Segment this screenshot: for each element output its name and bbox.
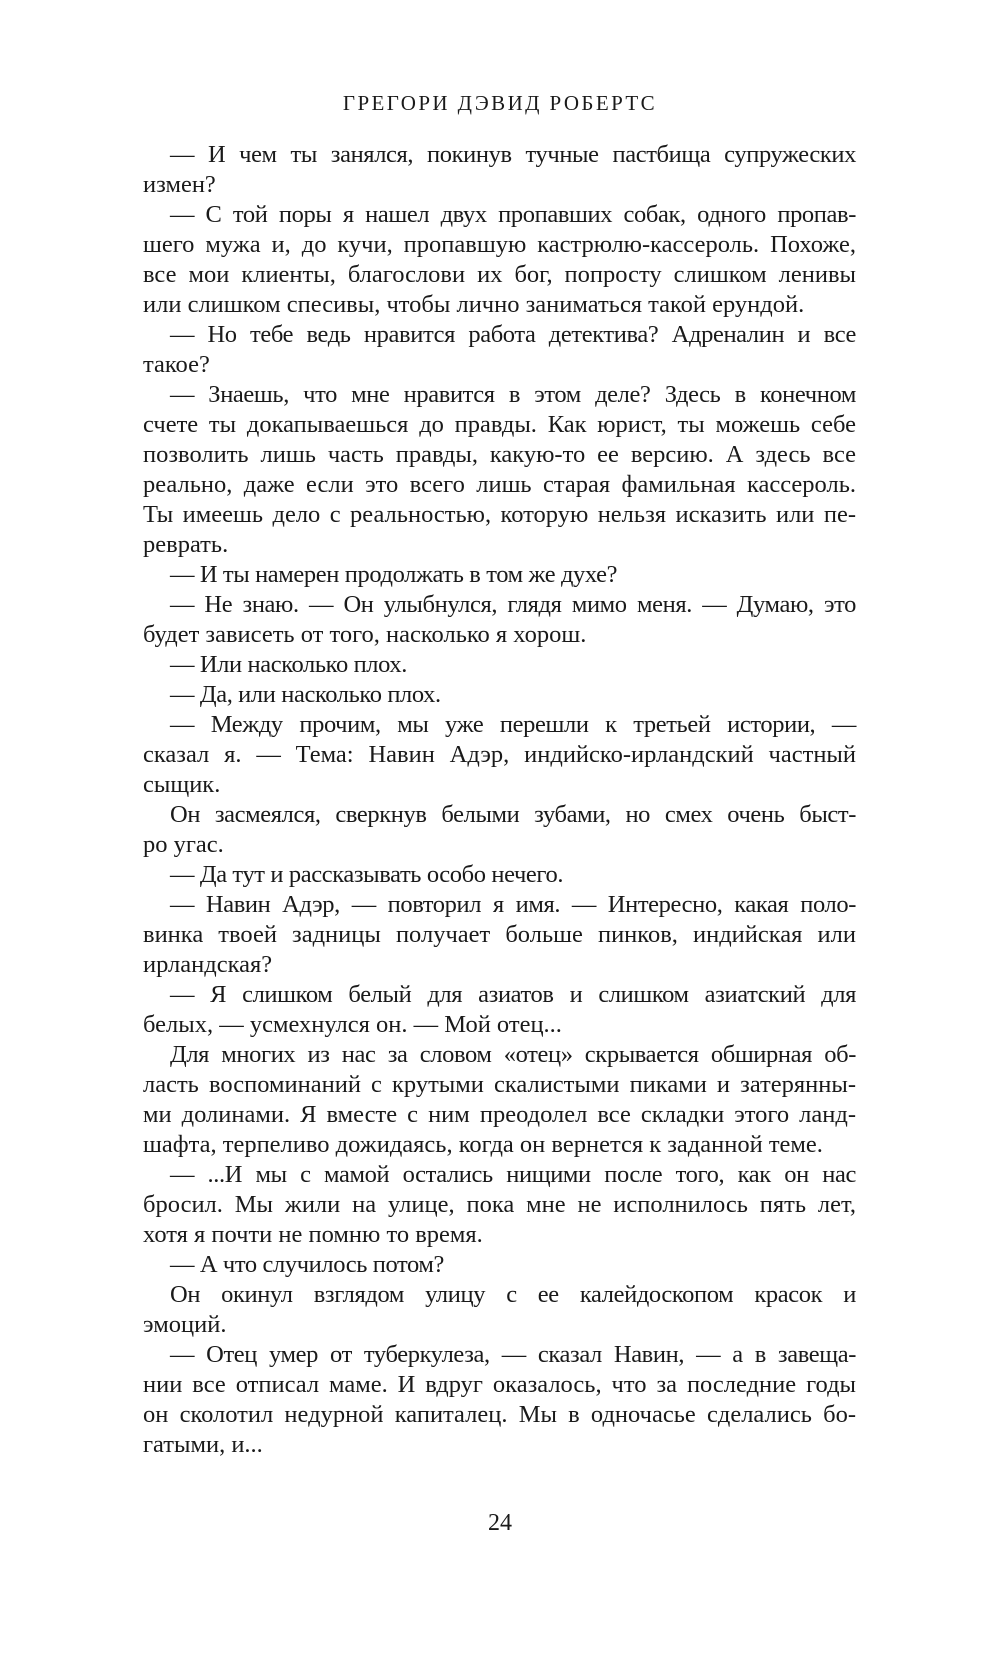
text-line: — Но тебе ведь нравится работа детектива? Адреналин и все [170,321,856,348]
page-number: 24 [488,1510,512,1536]
paragraph [143,710,856,800]
running-title: ГРЕГОРИ ДЭВИД РОБЕРТС [342,91,658,115]
paragraph [143,890,856,980]
text-line: Ты имеешь дело с реальностью, которую нельзя исказить или пе- [143,501,856,528]
text-line: Он засмеялся, сверкнув белыми зубами, но смех очень быст- [170,801,856,828]
text-line: гатыми, и... [143,1431,263,1458]
text-line: — И ты намерен продолжать в том же духе? [170,561,618,588]
text-line: Для многих из нас за словом «отец» скрывается обширная об- [170,1041,856,1068]
text-line: — Навин Адэр, — повторил я имя. — Интересно, какая поло- [170,891,856,918]
text-line: — Между прочим, мы уже перешли к третьей истории, — [170,711,856,738]
paragraph [143,980,856,1040]
body-text [143,140,856,1460]
text-line: или слишком спесивы, чтобы лично заниматься такой ерундой. [143,291,805,318]
text-line: такое? [143,351,210,378]
text-line: ирландская? [143,951,273,978]
paragraph [143,320,856,380]
text-line: — И чем ты занялся, покинув тучные пастбища супружеских [170,141,856,168]
text-line: реально, даже если это всего лишь старая фамильная кассероль. [143,471,856,498]
paragraph [143,590,856,650]
paragraph [143,380,856,560]
text-line: сыщик. [143,771,221,798]
text-line: — Я слишком белый для азиатов и слишком азиатский для [170,981,856,1008]
text-line: — С той поры я нашел двух пропавших собак, одного пропав- [170,201,856,228]
text-line: — А что случилось потом? [170,1251,445,1278]
text-line: реврать. [143,531,229,558]
paragraph [143,200,856,320]
text-line: — Отец умер от туберкулеза, — сказал Навин, — а в завеща- [170,1341,856,1368]
text-line: хотя я почти не помню то время. [143,1221,483,1248]
text-line: Он окинул взглядом улицу с ее калейдоскопом красок и [170,1281,856,1308]
paragraph [143,1250,856,1280]
text-line: шего мужа и, до кучи, пропавшую кастрюлю-кассероль. Похоже, [143,231,856,258]
text-line: бросил. Мы жили на улице, пока мне не исполнилось пять лет, [143,1191,856,1218]
paragraph [143,560,856,590]
paragraph [143,650,856,680]
text-line: будет зависеть от того, насколько я хорош. [143,621,587,648]
text-line: — Знаешь, что мне нравится в этом деле? Здесь в конечном [170,381,856,408]
text-line: эмоций. [143,1311,227,1338]
text-line: позволить лишь часть правды, какую-то ее версию. А здесь все [143,441,856,468]
text-line: — Да, или насколько плох. [170,681,441,708]
text-line: шафта, терпеливо дожидаясь, когда он вернется к заданной теме. [143,1131,823,1158]
text-line: — Не знаю. — Он улыбнулся, глядя мимо меня. — Думаю, это [170,591,856,618]
text-line: ми долинами. Я вместе с ним преодолел все складки этого ланд- [143,1101,856,1128]
paragraph [143,1340,856,1460]
text-line: винка твоей задницы получает больше пинков, индийская или [143,921,856,948]
text-line: ро угас. [143,831,224,858]
paragraph [143,1280,856,1340]
paragraph [143,1040,856,1160]
text-line: он сколотил недурной капиталец. Мы в одночасье сделались бо- [143,1401,856,1428]
text-line: все мои клиенты, благослови их бог, попросту слишком ленивы [143,261,856,288]
paragraph [143,800,856,860]
text-line: — ...И мы с мамой остались нищими после того, как он нас [170,1161,856,1188]
paragraph [143,680,856,710]
text-line: белых, — усмехнулся он. — Мой отец... [143,1011,562,1038]
text-line: счете ты докапываешься до правды. Как юрист, ты можешь себе [143,411,856,438]
text-line: сказал я. — Тема: Навин Адэр, индийско-ирландский частный [143,741,856,768]
text-line: нии все отписал маме. И вдруг оказалось, что за последние годы [143,1371,856,1398]
paragraph [143,1160,856,1250]
text-line: ласть воспоминаний с крутыми скалистыми пиками и затерянны- [143,1071,856,1098]
text-line: измен? [143,171,216,198]
paragraph [143,140,856,200]
text-line: — Да тут и рассказывать особо нечего. [170,861,564,888]
paragraph [143,860,856,890]
text-line: — Или насколько плох. [170,651,408,678]
